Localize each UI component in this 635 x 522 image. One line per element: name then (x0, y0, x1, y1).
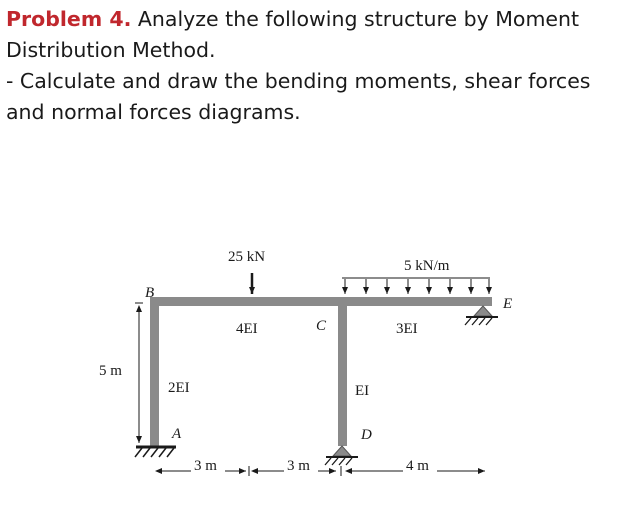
height-dimension-label: 5 m (99, 363, 122, 379)
problem-heading: Problem 4. (6, 7, 132, 31)
member-label-ab: 2EI (168, 380, 190, 396)
problem-line-1-text: Analyze the following structure by Moment (131, 7, 580, 31)
node-label-e: E (503, 296, 513, 312)
node-label-a: A (172, 426, 182, 442)
height-dimension (135, 303, 143, 443)
member-be (150, 297, 492, 306)
member-label-ce: 3EI (396, 321, 418, 337)
span3-label: 4 m (406, 458, 429, 474)
problem-line-4: and normal forces diagrams. (6, 100, 301, 124)
member-label-bc: 4EI (236, 321, 258, 337)
distributed-load-label: 5 kN/m (404, 258, 450, 274)
pin-support-e (465, 306, 498, 325)
point-load-label: 25 kN (228, 249, 266, 265)
pin-support-d (325, 446, 358, 465)
span1-label: 3 m (194, 458, 217, 474)
problem-line-3: - Calculate and draw the bending moments, shear forces (6, 69, 591, 93)
distributed-load (342, 278, 490, 294)
node-label-c: C (316, 318, 327, 334)
fixed-support-a (135, 447, 176, 457)
node-label-b: B (145, 285, 155, 301)
member-ab (150, 297, 159, 447)
member-cd (338, 301, 347, 446)
node-label-d: D (361, 427, 372, 443)
problem-line-2: Distribution Method. (6, 38, 216, 62)
span2-label: 3 m (287, 458, 310, 474)
member-label-cd: EI (355, 383, 370, 399)
